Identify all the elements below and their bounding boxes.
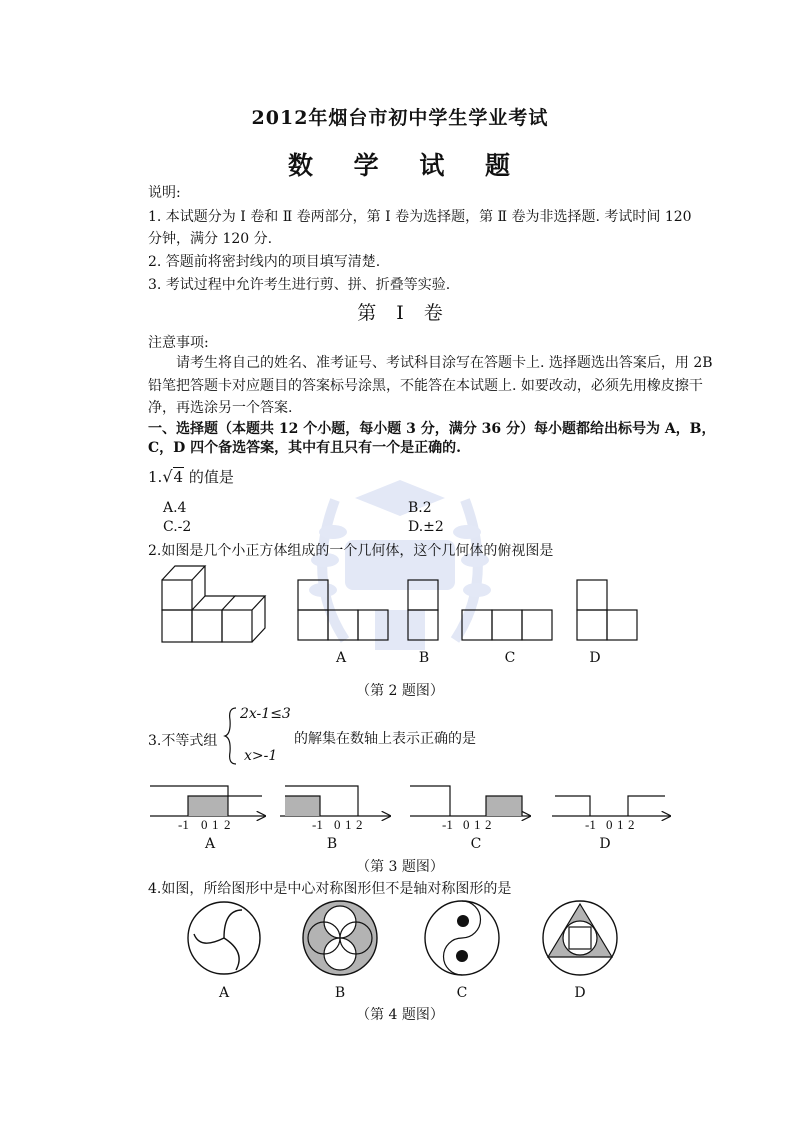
- q3-c-tick-1: 1: [474, 817, 481, 832]
- q1-option-b: B.2: [408, 500, 432, 516]
- q2-solid-cubes: [162, 566, 265, 642]
- q2-stem: 2.如图是几个小正方体组成的一个几何体，这个几何体的俯视图是: [148, 543, 554, 559]
- q3-d-tick-0: 0: [606, 817, 613, 832]
- q3-label-d: D: [599, 836, 611, 852]
- q3-number-line-d: [552, 796, 670, 816]
- notes-item2: 2. 答题前将密封线内的项目填写清楚.: [148, 254, 381, 270]
- subject-title: 数 学 试 题: [287, 151, 513, 180]
- q3-caption: （第 3 题图）: [356, 859, 444, 875]
- q3-c-tick-neg1: -1: [442, 817, 453, 832]
- q2-view-a: [298, 580, 388, 640]
- q1-option-c: C.-2: [163, 519, 192, 535]
- q1-number: 1.: [148, 468, 163, 486]
- volume-title: 第 Ⅰ 卷: [357, 302, 443, 324]
- q2-label-a: A: [335, 650, 347, 666]
- q3-d-tick-neg1: -1: [585, 817, 596, 832]
- q3-d-tick-1: 1: [617, 817, 624, 832]
- q3-label-a: A: [204, 836, 216, 852]
- q3-number-lines: [140, 780, 680, 830]
- q3-label-b: B: [326, 836, 338, 852]
- q4-figure-c: [425, 901, 499, 975]
- q3-b-tick-2: 2: [356, 817, 363, 832]
- q4-label-b: B: [334, 985, 346, 1001]
- attention-line1: 请考生将自己的姓名、准考证号、考试科目涂写在答题卡上. 选择题选出答案后，用 2B: [176, 355, 713, 371]
- q3-a-tick-2: 2: [224, 817, 231, 832]
- q1-sqrt: √4: [162, 467, 184, 486]
- q2-view-c: [462, 610, 552, 640]
- attention-label: 注意事项:: [148, 335, 209, 351]
- q4-label-c: C: [456, 985, 468, 1001]
- q1-stem: [148, 466, 234, 487]
- q4-figures: [180, 900, 620, 980]
- q2-label-c: C: [504, 650, 516, 666]
- notes-item1-line2: 分钟，满分 120 分.: [148, 231, 273, 247]
- q3-brace: [224, 706, 238, 766]
- q3-b-tick-neg1: -1: [312, 817, 323, 832]
- q3-d-tick-2: 2: [628, 817, 635, 832]
- q3-b-tick-1: 1: [345, 817, 352, 832]
- q3-number-line-b: [280, 786, 390, 816]
- q1-radicand: 4: [173, 468, 184, 486]
- q3-inequality-2: x>-1: [244, 748, 278, 764]
- q3-c-tick-2: 2: [485, 817, 492, 832]
- q2-label-b: B: [418, 650, 430, 666]
- q4-label-d: D: [574, 985, 586, 1001]
- section1-line2: C，D 四个备选答案，其中有且只有一个是正确的.: [148, 440, 462, 456]
- q2-caption: （第 2 题图）: [356, 683, 444, 699]
- q2-view-d: [577, 580, 637, 640]
- q3-b-tick-0: 0: [334, 817, 341, 832]
- q1-option-d: D.±2: [408, 519, 444, 535]
- q4-stem: 4.如图，所给图形中是中心对称图形但不是轴对称图形的是: [148, 881, 512, 897]
- q3-stem-tail: 的解集在数轴上表示正确的是: [294, 731, 476, 747]
- exam-title: 2012年烟台市初中学生学业考试: [251, 107, 549, 129]
- q1-stem-tail: 的值是: [188, 468, 234, 486]
- q3-a-tick-neg1: -1: [178, 817, 189, 832]
- attention-line3: 净，再选涂另一个答案.: [148, 400, 293, 416]
- q3-a-tick-0: 0: [201, 817, 208, 832]
- q4-figure-a: [188, 902, 260, 974]
- q3-c-tick-0: 0: [463, 817, 470, 832]
- q2-view-b: [408, 580, 438, 640]
- notes-item3: 3. 考试过程中允许考生进行剪、拼、折叠等实验.: [148, 277, 451, 293]
- q3-number-line-c: [410, 786, 530, 816]
- q4-figure-b: [303, 901, 377, 975]
- q1-option-a: A.4: [163, 500, 187, 516]
- attention-line2: 铅笔把答题卡对应题目的答案标号涂黑，不能答在本试题上. 如要改动，必须先用橡皮擦干: [148, 378, 703, 394]
- q4-figure-d: [543, 901, 617, 975]
- q3-a-tick-1: 1: [212, 817, 219, 832]
- q3-label-c: C: [470, 836, 482, 852]
- q4-caption: （第 4 题图）: [356, 1007, 444, 1023]
- notes-item1-line1: 1. 本试题分为 Ⅰ 卷和 Ⅱ 卷两部分，第 Ⅰ 卷为选择题，第 Ⅱ 卷为非选择题. 考试时间 120: [148, 209, 692, 225]
- q4-label-a: A: [218, 985, 230, 1001]
- q2-label-d: D: [589, 650, 601, 666]
- q3-inequality-1: 2x-1≤3: [240, 706, 291, 722]
- notes-label: 说明:: [148, 185, 181, 201]
- q2-figures: [150, 560, 670, 660]
- section1-line1: 一、选择题（本题共 12 个小题，每小题 3 分，满分 36 分）每小题都给出标号为 A，B，: [148, 421, 716, 437]
- q3-number-line-a: [150, 786, 265, 816]
- q3-prefix: 3.不等式组: [148, 733, 218, 749]
